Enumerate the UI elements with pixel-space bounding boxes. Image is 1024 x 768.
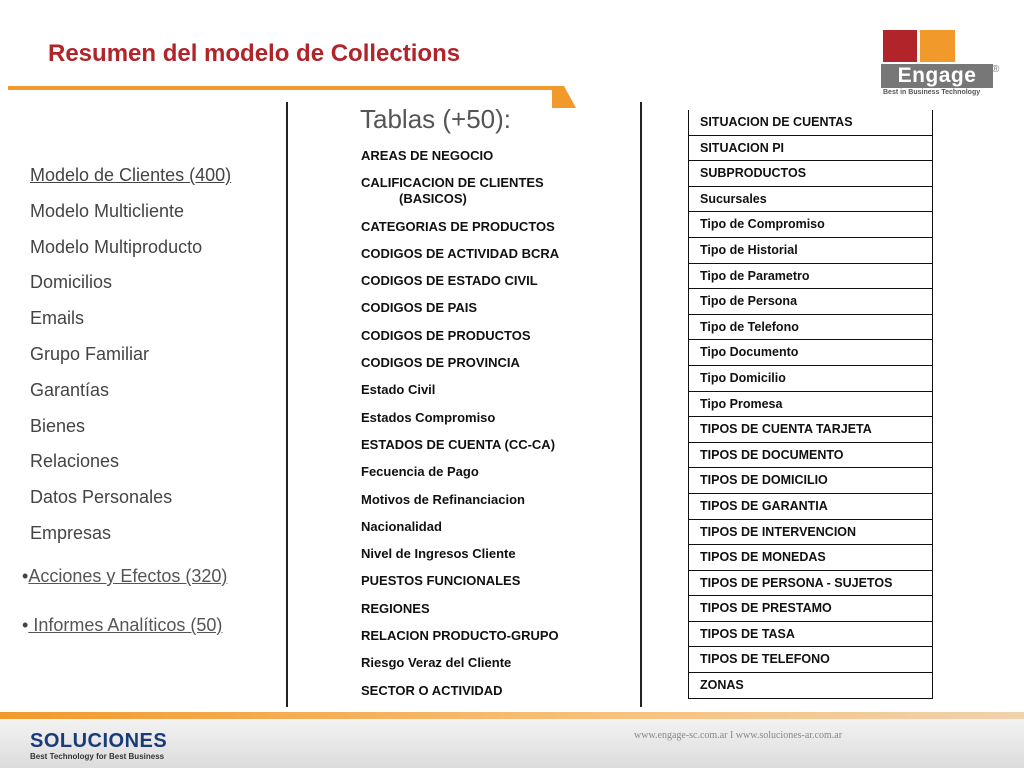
footer-urls: www.engage-sc.com.ar I www.soluciones-ar.com.ar — [634, 730, 843, 741]
model-item-multicliente: Modelo Multicliente — [30, 200, 185, 221]
soluciones-brand: SOLUCIONES — [30, 730, 168, 752]
tabla-item: Riesgo Veraz del Cliente — [361, 655, 512, 671]
tabla-item: CODIGOS DE PAIS — [361, 300, 478, 316]
logo-orange-square — [920, 30, 955, 62]
table-row: TIPOS DE GARANTIA — [689, 494, 932, 520]
informes-bullet-item — [22, 615, 222, 636]
table-row: TIPOS DE INTERVENCION — [689, 520, 932, 546]
bullet-mark: • — [22, 566, 29, 586]
tabla-item: REGIONES — [361, 600, 430, 616]
table-row: TIPOS DE MONEDAS — [689, 545, 932, 571]
tabla-item: Nacionalidad — [361, 518, 442, 534]
slide-title: Resumen del modelo de Collections — [48, 40, 461, 67]
tabla-item: Fecuencia de Pago — [361, 464, 479, 480]
model-item-emails: Emails — [30, 308, 85, 329]
footer-orange-stripe — [0, 712, 1024, 719]
tabla-item-sublabel: (BASICOS) — [399, 191, 467, 207]
table-row: SITUACION DE CUENTAS — [689, 110, 932, 136]
table-row: Tipo de Telefono — [689, 315, 932, 341]
table-row: Tipo de Parametro — [689, 264, 932, 290]
soluciones-tagline: Best Technology for Best Business — [30, 752, 165, 761]
table-row: TIPOS DE PERSONA - SUJETOS — [689, 571, 932, 597]
tabla-item: CODIGOS DE PROVINCIA — [361, 355, 520, 371]
table-row: Sucursales — [689, 187, 932, 213]
tabla-item: CODIGOS DE PRODUCTOS — [361, 327, 531, 343]
model-item-clientes[interactable]: Modelo de Clientes (400) — [30, 165, 232, 185]
table-row: ZONAS — [689, 673, 932, 699]
model-item-garantias: Garantías — [30, 379, 110, 400]
logo-word: Engage — [881, 64, 993, 88]
table-row: TIPOS DE CUENTA TARJETA — [689, 417, 932, 443]
tabla-item: RELACION PRODUCTO-GRUPO — [361, 628, 559, 644]
tabla-item — [361, 175, 611, 207]
table-row: TIPOS DE DOCUMENTO — [689, 443, 932, 469]
tabla-item: ESTADOS DE CUENTA (CC-CA) — [361, 436, 556, 452]
tabla-item: PUESTOS FUNCIONALES — [361, 573, 521, 589]
table-row: Tipo Promesa — [689, 392, 932, 418]
table-row: TIPOS DE TELEFONO — [689, 647, 932, 673]
tabla-item: Estado Civil — [361, 382, 436, 398]
table-row: Tipo de Persona — [689, 289, 932, 315]
logo-red-square — [883, 30, 917, 62]
model-item-multiproducto: Modelo Multiproducto — [30, 236, 203, 257]
model-item-domicilios: Domicilios — [30, 272, 113, 293]
tablas-list — [361, 148, 611, 710]
bullet-mark: • — [22, 615, 29, 635]
divider-left — [286, 102, 288, 707]
logo-registered-mark: ® — [992, 64, 1000, 75]
model-item-bienes: Bienes — [30, 415, 86, 436]
divider-right — [640, 102, 642, 707]
acciones-bullet-item — [22, 566, 227, 587]
tabla-item: SECTOR O ACTIVIDAD — [361, 682, 503, 698]
table-row: SUBPRODUCTOS — [689, 161, 932, 187]
tabla-item: Motivos de Refinanciacion — [361, 491, 525, 507]
model-item-datos-personales: Datos Personales — [30, 487, 173, 508]
table-row: TIPOS DE DOMICILIO — [689, 468, 932, 494]
model-item-grupo-familiar: Grupo Familiar — [30, 343, 150, 364]
engage-logo — [881, 30, 1001, 100]
tabla-item: Estados Compromiso — [361, 409, 496, 425]
tabla-item: Nivel de Ingresos Cliente — [361, 546, 516, 562]
table-row: Tipo de Compromiso — [689, 212, 932, 238]
table-row: Tipo Documento — [689, 340, 932, 366]
table-row: Tipo de Historial — [689, 238, 932, 264]
logo-tagline: Best in Business Technology — [883, 89, 981, 96]
tabla-item: CODIGOS DE ACTIVIDAD BCRA — [361, 245, 560, 261]
informes-link[interactable]: Informes Analíticos (50) — [28, 615, 223, 635]
table-row: Tipo Domicilio — [689, 366, 932, 392]
tablas-title: Tablas (+50): — [360, 104, 512, 134]
acciones-link[interactable]: Acciones y Efectos (320) — [28, 566, 228, 586]
table-row: TIPOS DE PRESTAMO — [689, 596, 932, 622]
table-row: SITUACION PI — [689, 136, 932, 162]
model-item-relaciones: Relaciones — [30, 451, 120, 472]
tabla-item-label: CALIFICACION DE CLIENTES — [361, 175, 544, 191]
tablas-table — [688, 110, 933, 699]
tabla-item: AREAS DE NEGOCIO — [361, 148, 494, 163]
model-item-empresas: Empresas — [30, 522, 112, 543]
tabla-item: CODIGOS DE ESTADO CIVIL — [361, 273, 538, 289]
soluciones-logo — [30, 730, 167, 762]
model-list — [30, 163, 231, 557]
table-row: TIPOS DE TASA — [689, 622, 932, 648]
tabla-item: CATEGORIAS DE PRODUCTOS — [361, 218, 555, 234]
